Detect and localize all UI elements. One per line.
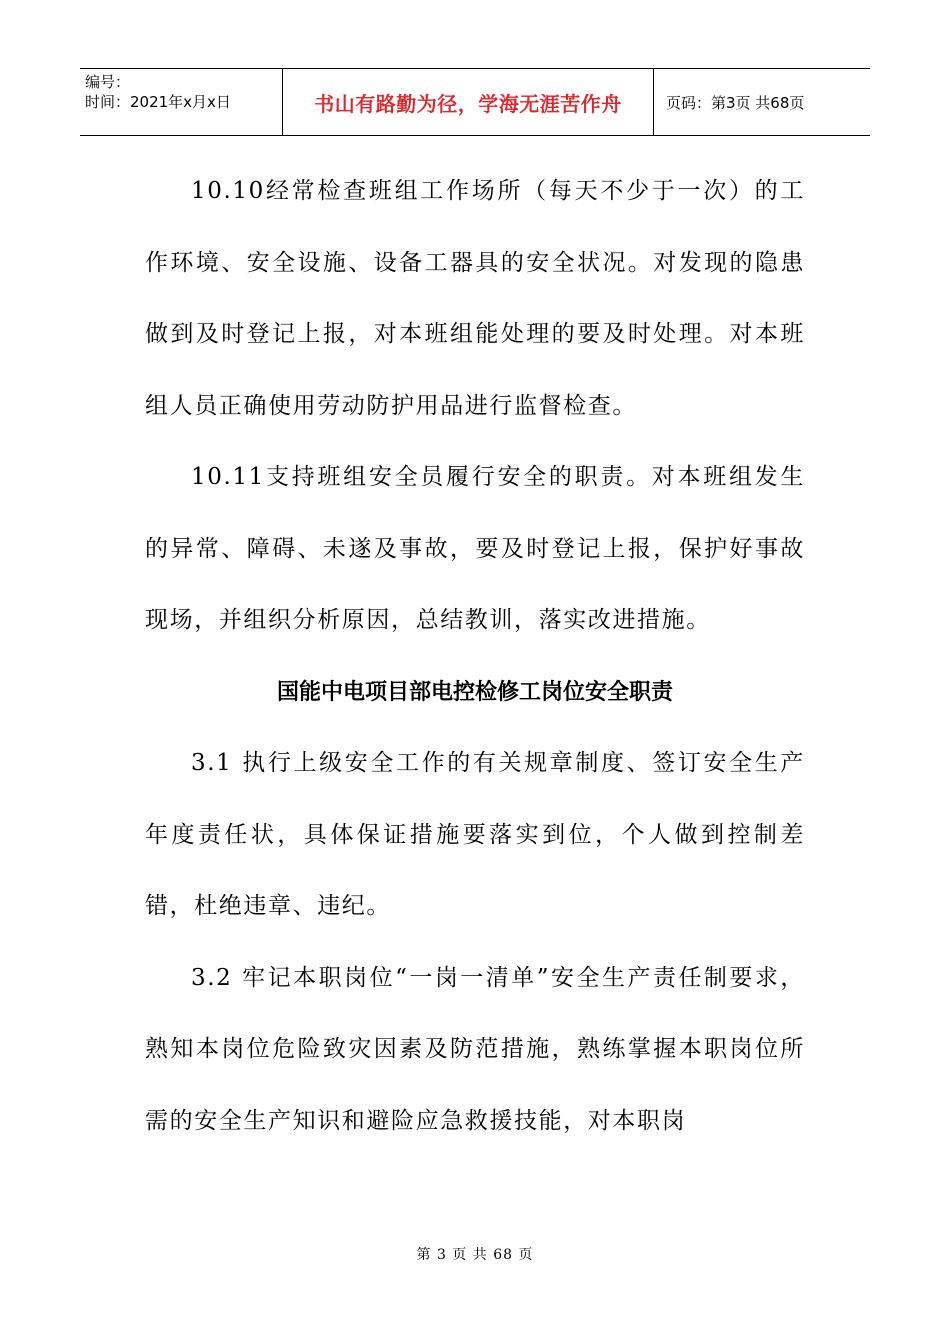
document-date: 时间：2021年x月x日 — [85, 93, 231, 111]
page-header — [80, 68, 870, 136]
section-heading: 国能中电项目部电控检修工岗位安全职责 — [276, 679, 673, 705]
document-body — [145, 156, 805, 1157]
header-motto: 书山有路勤为径，学海无涯苦作舟 — [314, 91, 622, 116]
paragraph-3-2: 3.2 牢记本职岗位“一岗一清单”安全生产责任制要求，熟知本岗位危险致灾因素及防范措施，熟练掌握本职岗位所需的安全生产知识和避险应急救援技能，对本职岗 — [145, 964, 805, 1134]
paragraph-10-11: 10.11支持班组安全员履行安全的职责。对本班组发生的异常、障碍、未遂及事故，要及时登记上报，保护好事故现场，并组织分析原因，总结教训，落实改进措施。 — [145, 464, 805, 633]
document-number-label: 编号： — [85, 73, 131, 91]
header-meta — [80, 69, 282, 135]
paragraph-3-1: 3.1 执行上级安全工作的有关规章制度、签订安全生产年度责任状，具体保证措施要落实到位，个人做到控制差错，杜绝违章、违纪。 — [145, 750, 805, 919]
header-page-info: 页码：第3页 共68页 — [666, 93, 805, 112]
header-motto-cell — [282, 69, 654, 135]
page-footer: 第 3 页 共 68 页 — [416, 1247, 534, 1263]
paragraph-10-10: 10.10经常检查班组工作场所（每天不少于一次）的工作环境、安全设施、设备工器具的安全状况。对发现的隐患做到及时登记上报，对本班组能处理的要及时处理。对本班组人员正确使用劳动防护用品进行监督检查。 — [145, 178, 805, 419]
